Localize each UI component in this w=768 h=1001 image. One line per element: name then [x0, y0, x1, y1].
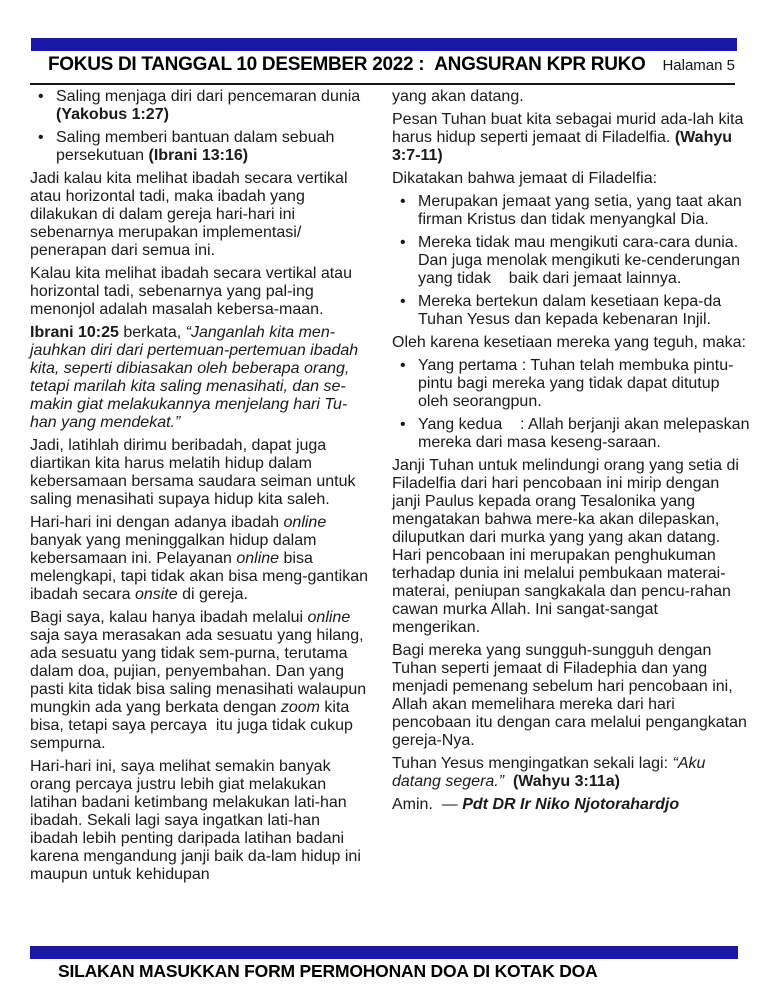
bullet-item	[392, 293, 750, 329]
text-segment: Mereka tidak mau mengikuti cara-cara dunia. Dan juga menolak mengikuti ke-cenderungan yang tidak baik dari jemaat lainnya.	[418, 234, 740, 287]
header-rule	[30, 83, 735, 85]
text-segment: berkata,	[118, 324, 186, 341]
left-column	[30, 88, 370, 889]
header-blue-bar	[31, 38, 737, 51]
bullet-text	[418, 193, 742, 228]
bullet-text	[56, 129, 334, 164]
text-segment: Kalau kita melihat ibadah secara vertikal atau horizontal tadi, sebenarnya yang pal-ing menonjol adalah masalah kebersa-maan.	[30, 265, 352, 318]
paragraph	[30, 609, 370, 753]
text-segment: Hari-hari ini, saya melihat semakin banyak orang percaya justru lebih giat melakukan latihan badani ketimbang melakukan lati-han ibadah. Sekali lagi saya ingatkan lati-han ibadah lebih penting daripada latihan badani karena mengandung janji baik da-lam hidup ini maupun untuk kehidupan	[30, 758, 361, 883]
bullet-text	[418, 416, 749, 451]
text-segment: Yang pertama : Tuhan telah membuka pintu-pintu bagi mereka yang tidak dapat ditutup oleh seorangpun.	[418, 357, 734, 410]
text-segment: di gereja.	[177, 586, 248, 603]
text-segment: saja saya merasakan ada sesuatu yang hilang, ada sesuatu yang tidak sem-purna, terutama dalam doa, pujian, penyembahan. Dan yang pasti kita tidak bisa saling menasihati walaupun mungkin ada yang berkata dengan	[30, 627, 367, 716]
bullet-text	[418, 234, 740, 287]
page-number: Halaman 5	[662, 57, 735, 74]
page-title: FOKUS DI TANGGAL 10 DESEMBER 2022 : ANGSURAN KPR RUKO	[48, 54, 646, 75]
text-segment: Bagi saya, kalau hanya ibadah melalui	[30, 609, 308, 626]
text-segment: Oleh karena kesetiaan mereka yang teguh, maka:	[392, 334, 746, 351]
text-segment: (Yakobus 1:27)	[56, 106, 169, 123]
text-segment: Jadi, latihlah dirimu beribadah, dapat juga diartikan kita harus melatih hidup dalam kebersamaan bersama saudara seiman untuk saling menasihati supaya hidup kita saleh.	[30, 437, 356, 508]
text-segment: banyak yang meninggalkan hidup dalam kebersamaan ini. Pelayanan	[30, 532, 317, 567]
paragraph	[30, 170, 370, 260]
text-segment: Yang kedua : Allah berjanji akan melepaskan mereka dari masa keseng-saraan.	[418, 416, 750, 451]
text-segment: online	[236, 550, 280, 567]
text-segment: Dikatakan bahwa jemaat di Filadelfia:	[392, 170, 658, 187]
paragraph	[392, 111, 750, 165]
text-segment: online	[307, 609, 351, 626]
text-segment: Merupakan jemaat yang setia, yang taat akan firman Kristus dan tidak menyangkal Dia.	[418, 193, 742, 228]
text-segment: onsite	[134, 586, 178, 603]
bullet-item	[30, 88, 370, 124]
bullet-marker-icon: •	[400, 193, 406, 210]
text-segment: kita bisa, tetapi saya percaya itu juga tidak cukup sempurna.	[30, 699, 353, 752]
text-segment: Tuhan Yesus mengingatkan sekali lagi:	[392, 755, 673, 772]
paragraph	[392, 755, 750, 791]
text-segment: bisa melengkapi, tapi tidak akan bisa meng-gantikan ibadah secara	[30, 550, 368, 603]
text-segment: Saling menjaga diri dari pencemaran dunia	[56, 88, 361, 105]
bullet-text	[418, 293, 721, 328]
paragraph	[30, 758, 370, 884]
text-segment: (Ibrani 13:16)	[148, 147, 249, 164]
bullet-marker-icon: •	[400, 357, 406, 374]
text-segment: Hari-hari ini dengan adanya ibadah	[30, 514, 284, 531]
bullet-item	[30, 129, 370, 165]
text-segment	[504, 773, 513, 790]
bullet-text	[56, 88, 360, 123]
text-segment: “Janganlah kita men-jauhkan diri dari pertemuan-pertemuan ibadah kita, seperti dibiasakan oleh beberapa orang, tetapi marilah kita saling menasihati, dan se-makin giat melakukannya menjelang hari Tu-han yang mendekat.”	[30, 324, 359, 431]
text-segment: “Aku datang segera.”	[392, 755, 706, 790]
paragraph	[392, 796, 750, 814]
footer-blue-bar	[30, 946, 738, 959]
bullet-item	[392, 193, 750, 229]
text-segment: Mereka bertekun dalam kesetiaan kepa-da Tuhan Yesus dan kepada kebenaran Injil.	[418, 293, 722, 328]
bullet-item	[392, 416, 750, 452]
paragraph	[30, 437, 370, 509]
right-column	[392, 88, 750, 889]
text-segment: (Wahyu 3:11a)	[512, 773, 620, 790]
text-segment: Amin. —	[392, 796, 463, 813]
bullet-marker-icon: •	[38, 129, 44, 146]
paragraph	[392, 88, 750, 106]
text-segment: Saling memberi bantuan dalam sebuah persekutuan	[56, 129, 335, 164]
paragraph	[30, 265, 370, 319]
text-segment: zoom	[280, 699, 320, 716]
article-body	[30, 88, 750, 889]
text-segment: online	[283, 514, 327, 531]
bullet-item	[392, 357, 750, 411]
text-segment: Pesan Tuhan buat kita sebagai murid ada-lah kita harus hidup seperti jemaat di Filadelfia.	[392, 111, 744, 146]
header	[48, 54, 735, 76]
text-segment: Ibrani 10:25	[30, 324, 119, 341]
bullet-marker-icon: •	[400, 416, 406, 433]
text-segment: Pdt DR Ir Niko Njotorahardjo	[462, 796, 680, 813]
bullet-text	[418, 357, 733, 410]
text-segment: (Wahyu 3:7-11)	[392, 129, 733, 164]
bullet-item	[392, 234, 750, 288]
bullet-marker-icon: •	[400, 293, 406, 310]
paragraph	[392, 457, 750, 637]
text-segment: Janji Tuhan untuk melindungi orang yang setia di Filadelfia dari hari pencobaan ini mirip dengan janji Paulus kepada orang Tesalonika yang mengatakan bahwa mere-ka akan dilepaskan, diluputkan dari murka yang yang akan datang. Hari pencobaan ini merupakan penghukuman terhadap dunia ini melalui pembukaan materai-materai, peniupan sangkakala dan pencu-rahan cawan murka Allah. Ini sangat-sangat mengerikan.	[392, 457, 739, 636]
paragraph	[30, 324, 370, 432]
paragraph	[392, 170, 750, 188]
text-segment: Jadi kalau kita melihat ibadah secara vertikal atau horizontal tadi, maka ibadah yang dilakukan di dalam gereja hari-hari ini sebenarnya merupakan implementasi/ penerapan dari semua ini.	[30, 170, 348, 259]
paragraph	[392, 334, 750, 352]
paragraph	[30, 514, 370, 604]
bullet-marker-icon: •	[400, 234, 406, 251]
bullet-marker-icon: •	[38, 88, 44, 105]
text-segment: yang akan datang.	[392, 88, 524, 105]
paragraph	[392, 642, 750, 750]
text-segment: Bagi mereka yang sungguh-sungguh dengan Tuhan seperti jemaat di Filadephia dan yang menjadi pemenang sebelum hari pencobaan ini, Allah akan memelihara mereka dari hari pencobaan itu dengan cara melalui pengangkatan gereja-Nya.	[392, 642, 747, 749]
footer-note: SILAKAN MASUKKAN FORM PERMOHONAN DOA DI KOTAK DOA	[58, 961, 598, 981]
